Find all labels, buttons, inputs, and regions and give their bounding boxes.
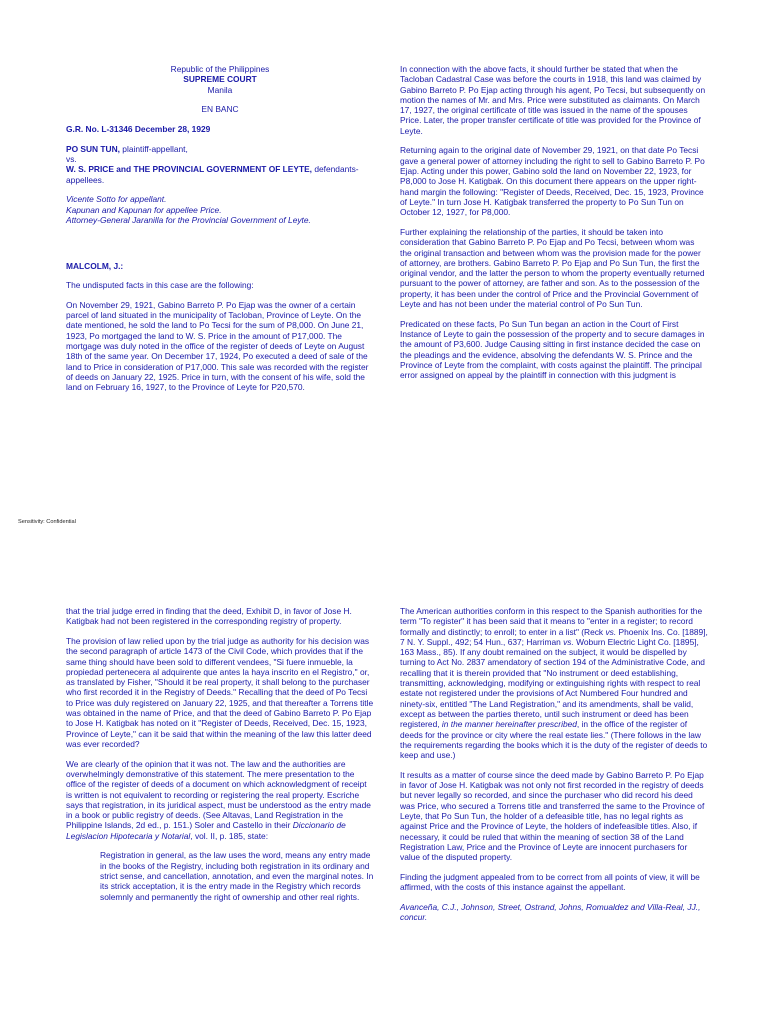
document-page-2	[0, 596, 768, 1024]
emphasis: in the manner hereinafter prescribed	[441, 719, 577, 730]
counsel-block	[66, 194, 374, 225]
text-run: Phoenix Ins. Co. [1889], 7 N. Y. Suppl., 492; 54 Hun., 637; Harriman	[400, 626, 708, 647]
text-run: , in the office of the register of deeds for the province or city where the real estate lies." (There follows in the law the requirements regarding the books which it is the duty of the register of deeds to keep and use.)	[400, 719, 708, 761]
text-run: The American authorities conform in this respect to the Spanish authorities for the term "To register" it has been said that it means to "enter in a register; to record formally and distinctly; to enroll; to enter in a list" (Reck	[400, 606, 703, 637]
defendants-name: W. S. PRICE and THE PROVINCIAL GOVERNMENT OF LEYTE,	[66, 164, 312, 175]
right-column	[400, 606, 708, 932]
sensitivity-label: Sensitivity: Confidential	[18, 519, 76, 525]
paragraph: It results as a matter of course since the deed made by Gabino Barreto P. Po Ejap in favor of Jose H. Katigbak was not only not first recorded in the registry of deeds but never legally so recorded, and since the purchaser who did record his deed was Price, who secured a Torrens title and transferred the same to the Province of Leyte, that Po Sun Tun, the holder of a defeasible title, has no legal rights as against Price and the Province of Leyte, the holders of indefeasible titles. Also, if necessary, it could be ruled that within the meaning of section 38 of the Land Registration Law, Price and the Province of Leyte are innocent purchasers for value of the disputed property.	[400, 769, 705, 863]
parties	[66, 144, 374, 185]
plaintiff-name: PO SUN TUN,	[66, 143, 120, 154]
concurring-justices: Avanceña, C.J., Johnson, Street, Ostrand, Johns, Romualdez and Villa-Real, JJ., concur.	[400, 901, 701, 923]
text-run: , vol. II, p. 185, state:	[190, 830, 269, 841]
header-republic: Republic of the Philippines	[170, 64, 270, 74]
header-city: Manila	[207, 84, 233, 95]
defendants-role: defendants-appellees.	[66, 164, 359, 185]
paragraph: On November 29, 1921, Gabino Barreto P. Po Ejap was the owner of a certain parcel of land situated in the municipality of Tacloban, Province of Leyte. On the date mentioned, he sold the land to Po Tecsi for the sum of P8,000. On June 21, 1923, Po mortgaged the land to W. S. Price in the amount of P17,000. The mortgage was duly noted in the office of the register of deeds of Leyte on August 18th of the same year. On December 17, 1924, Po executed a deed of sale of the land to Price in consideration of P17,000. This sale was recorded with the register of deeds on January 22, 1925. Price in turn, with the consent of his wife, sold the land on February 16, 1927, to the Province of Leyte for P20,570.	[66, 299, 369, 393]
opinion-author: MALCOLM, J.:	[66, 260, 124, 271]
paragraph: Returning again to the original date of November 29, 1921, on that date Po Tecsi gave a general power of attorney including the right to sell to Gabino Barreto P. Po Ejap. Acting under this power, Gabino sold the land on November 22, 1923, for P8,000 to Jose H. Katigbak. On this document there appears on the upper right-hand margin the following: "Register of Deeds, Received, Dec. 15, 1923, Province of Leyte." In turn Jose H. Katigbak transferred the property to Po Sun Tun on October 12, 1927, for P8,000.	[400, 145, 705, 218]
header-division: EN BANC	[201, 104, 239, 115]
right-column	[400, 64, 708, 390]
counsel-appellee-price: Kapunan and Kapunan for appellee Price.	[66, 204, 222, 215]
counsel-province: Attorney-General Jaranilla for the Provincial Government of Leyte.	[66, 214, 311, 225]
left-column	[66, 64, 374, 402]
paragraph: Further explaining the relationship of the parties, it should be taken into consideration that Gabino Barreto P. Po Ejap and Po Tecsi, between whom was the original transaction and between whom was the provision made for the power of attorney, are brothers. Gabino Barreto P. Po Ejap and Po Sun Tun, the first the original vendor, and the latter the person to whom the property eventually returned pursuant to the power of attorney, are father and son. As to the possession of the property, it has been under the control of Price and the Provincial Government of Leyte and has not been under the material control of Po Sun Tun.	[400, 226, 705, 310]
plaintiff-role: plaintiff-appellant,	[119, 143, 188, 154]
block-quote: Registration in general, as the law uses the word, means any entry made in the books of the Registry, including both registration in its ordinary and strict sense, and cancellation, annotation, and even the marginal notes. In its strick acceptation, it is the entry made in the Registry which records solemnly and permanently the right of ownership and other real rights.	[100, 850, 374, 902]
left-column	[66, 606, 374, 911]
case-number: G.R. No. L-31346 December 28, 1929	[66, 123, 211, 134]
header-court: SUPREME COURT	[183, 74, 257, 85]
paragraph: The undisputed facts in this case are the following:	[66, 280, 254, 291]
paragraph: that the trial judge erred in finding that the deed, Exhibit D, in favor of Jose H. Katigbak had not been registered in the corresponding registry of property.	[66, 606, 352, 627]
paragraph: The provision of law relied upon by the trial judge as authority for his decision was the second paragraph of article 1473 of the Civil Code, which provides that if the same thing should have been sold to different vendees, "Si fuere inmueble, la propiedad pertenecera al adquirente que antes la haya inscrito en el Registro," or, as translated by Fisher, "Should it be real property, it shall belong to the purchaser who first recorded it in the Registry of Deeds." Recalling that the deed of Po Tecsi to Price was duly registered on January 22, 1925, and that thereafter a Torrens title was obtained in the name of Price, and that the deed of Gabino Barreto P. Po Ejap to Jose H. Katigbak has noted on it "Register of Deeds, Received, Dec. 15, 1923, Province of Leyte," can it be said that within the meaning of the law this latter deed was ever recorded?	[66, 635, 374, 749]
book-title: Diccionario de Legislacion Hipotecaria y Notarial	[66, 820, 346, 841]
paragraph: In connection with the above facts, it should further be stated that when the Tacloban Cadastral Case was before the courts in 1918, this land was claimed by Gabino Barreto P. Po Ejap acting through his agent, Po Tecsi, but subsequently on motion the names of Mr. and Mrs. Price were substituted as claimants. On March 17, 1927, the original certificate of title was issued in the name of the spouses Price. Later, the proper transfer certificate of title was provided for the Province of Leyte.	[400, 64, 706, 136]
text-run: Woburn Electric Light Co. [1895], 163 Mass., 85). If any doubt remained on the subject, it would be dispelled by turning to Act No. 2837 amendatory of section 194 of the Administrative Code, and recalling that it is therein provided that "No instrument or deed establishing, transmitting, acknowledging, modifying or extinguishing rights with respect to real estate not registered under the provisions of Act Numbered Four hundred and ninety-six, entitled "The Land Registration," and its amendments, shall be valid, except as between the parties thereto, until such instrument or deed has been registered,	[400, 636, 705, 730]
versus: vs.	[66, 153, 77, 164]
text-run: We are clearly of the opinion that it was not. The law and the authorities are overwhelmingly demonstrative of this statement. The mere presentation to the office of the register of deeds of a document on which acknowledgment of receipt is written is not equivalent to recording or registering the real property. Escriche says that registration, in its juridical aspect, must be understood as the entry made in a book or public registry of deeds. (See Altavas, Land Registration in the Philippine Islands, 2d ed., p. 151.) Soler and Castello in their	[66, 758, 371, 831]
counsel-appellant: Vicente Sotto for appellant.	[66, 194, 167, 205]
paragraph: Predicated on these facts, Po Sun Tun began an action in the Court of First Instance of Leyte to gain the possession of the property and to secure damages in the amount of P3,600. Judge Causing sitting in first instance decided the case on the pleadings and the evidence, absolving the defendants W. S. Prince and the Province of Leyte from the complaint, with costs against the plaintiff. The principal error assigned on appeal by the plaintiff in connection with this judgment is	[400, 318, 705, 381]
paragraph	[400, 606, 708, 760]
paragraph: Finding the judgment appealed from to be correct from all points of view, it will be affirmed, with the costs of this instance against the appellant.	[400, 871, 700, 893]
paragraph	[66, 759, 374, 841]
versus-italic: vs.	[605, 626, 617, 637]
versus-italic: vs.	[563, 636, 574, 647]
